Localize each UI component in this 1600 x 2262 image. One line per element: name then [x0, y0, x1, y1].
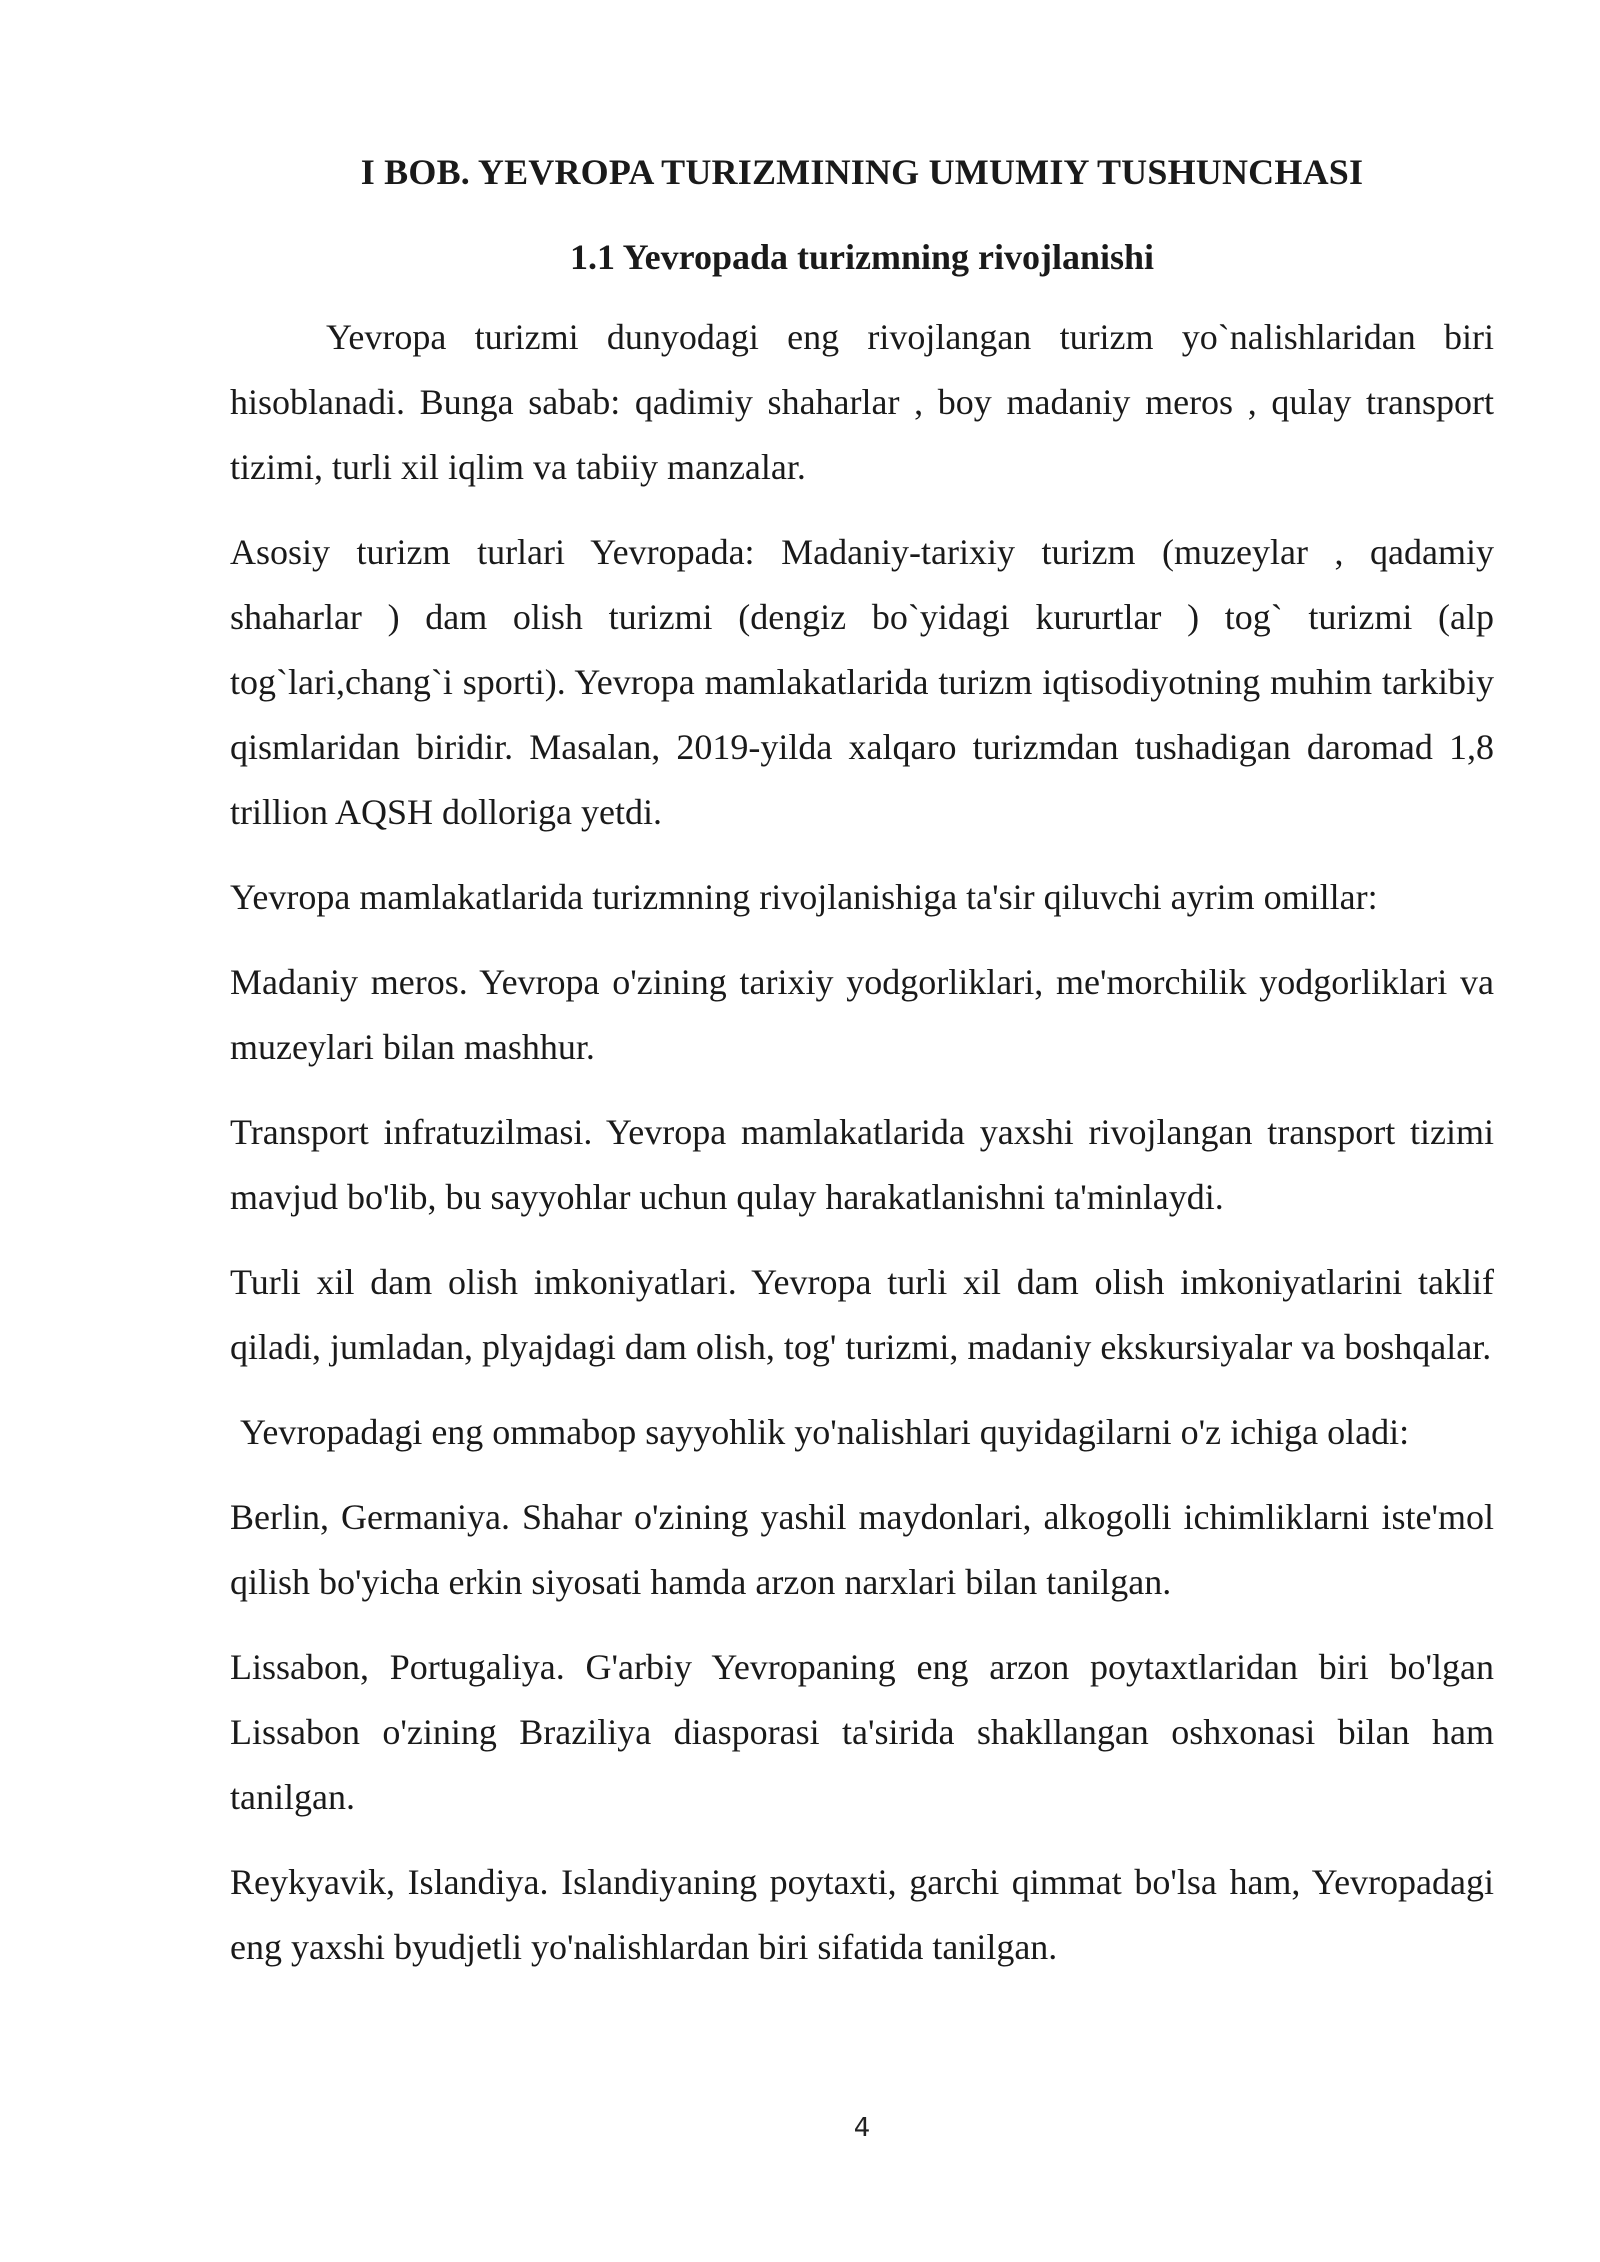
paragraph-transport: Transport infratuzilmasi. Yevropa mamlakatlarida yaxshi rivojlangan transport tizimi mavjud bo'lib, bu sayyohlar uchun qulay harakatlanishni ta'minlaydi.	[230, 1112, 1494, 1217]
paragraph-leisure: Turli xil dam olish imkoniyatlari. Yevropa turli xil dam olish imkoniyatlarini taklif qiladi, jumladan, plyajdagi dam olish, tog' turizmi, madaniy ekskursiyalar va boshqalar.	[230, 1262, 1494, 1367]
paragraph-factors-intro: Yevropa mamlakatlarida turizmning rivojlanishiga ta'sir qiluvchi ayrim omillar:	[230, 877, 1378, 917]
paragraph-cultural-heritage: Madaniy meros. Yevropa o'zining tarixiy yodgorliklari, me'morchilik yodgorliklari va muzeylari bilan mashhur.	[230, 962, 1494, 1067]
chapter-title: I BOB. YEVROPA TURIZMINING UMUMIY TUSHUNCHASI	[360, 152, 1364, 192]
paragraph-destinations-intro: Yevropadagi eng ommabop sayyohlik yo'nalishlari quyidagilarni o'z ichiga oladi:	[240, 1412, 1410, 1452]
page-content	[230, 146, 1494, 1980]
page-number: 4	[853, 2113, 871, 2143]
paragraph-reykjavik: Reykyavik, Islandiya. Islandiyaning poytaxti, garchi qimmat bo'lsa ham, Yevropadagi eng yaxshi byudjetli yo'nalishlardan biri sifatida tanilgan.	[230, 1862, 1494, 1967]
paragraph-berlin: Berlin, Germaniya. Shahar o'zining yashil maydonlari, alkogolli ichimliklarni iste'mol qilish bo'yicha erkin siyosati hamda arzon narxlari bilan tanilgan.	[230, 1497, 1494, 1602]
paragraph-lisbon: Lissabon, Portugaliya. G'arbiy Yevropaning eng arzon poytaxtlaridan biri bo'lgan Lissabon o'zining Braziliya diasporasi ta'sirida shakllangan oshxonasi bilan ham tanilgan.	[230, 1647, 1494, 1817]
section-title: 1.1 Yevropada turizmning rivojlanishi	[569, 237, 1155, 277]
paragraph-intro: Yevropa turizmi dunyodagi eng rivojlangan turizm yo`nalishlaridan biri hisoblanadi. Bunga sabab: qadimiy shaharlar , boy madaniy meros , qulay transport tizimi, turli xil iqlim va tabiiy manzalar.	[230, 317, 1494, 487]
paragraph-tourism-types: Asosiy turizm turlari Yevropada: Madaniy-tarixiy turizm (muzeylar , qadamiy shaharlar ) dam olish turizmi (dengiz bo`yidagi kururtlar ) tog` turizmi (alp tog`lari,chang`i sporti). Yevropa mamlakatlarida turizm iqtisodiyotning muhim tarkibiy qismlaridan biridir. Masalan, 2019-yilda xalqaro turizmdan tushadigan daromad 1,8 trillion AQSH dolloriga yetdi.	[230, 532, 1494, 832]
